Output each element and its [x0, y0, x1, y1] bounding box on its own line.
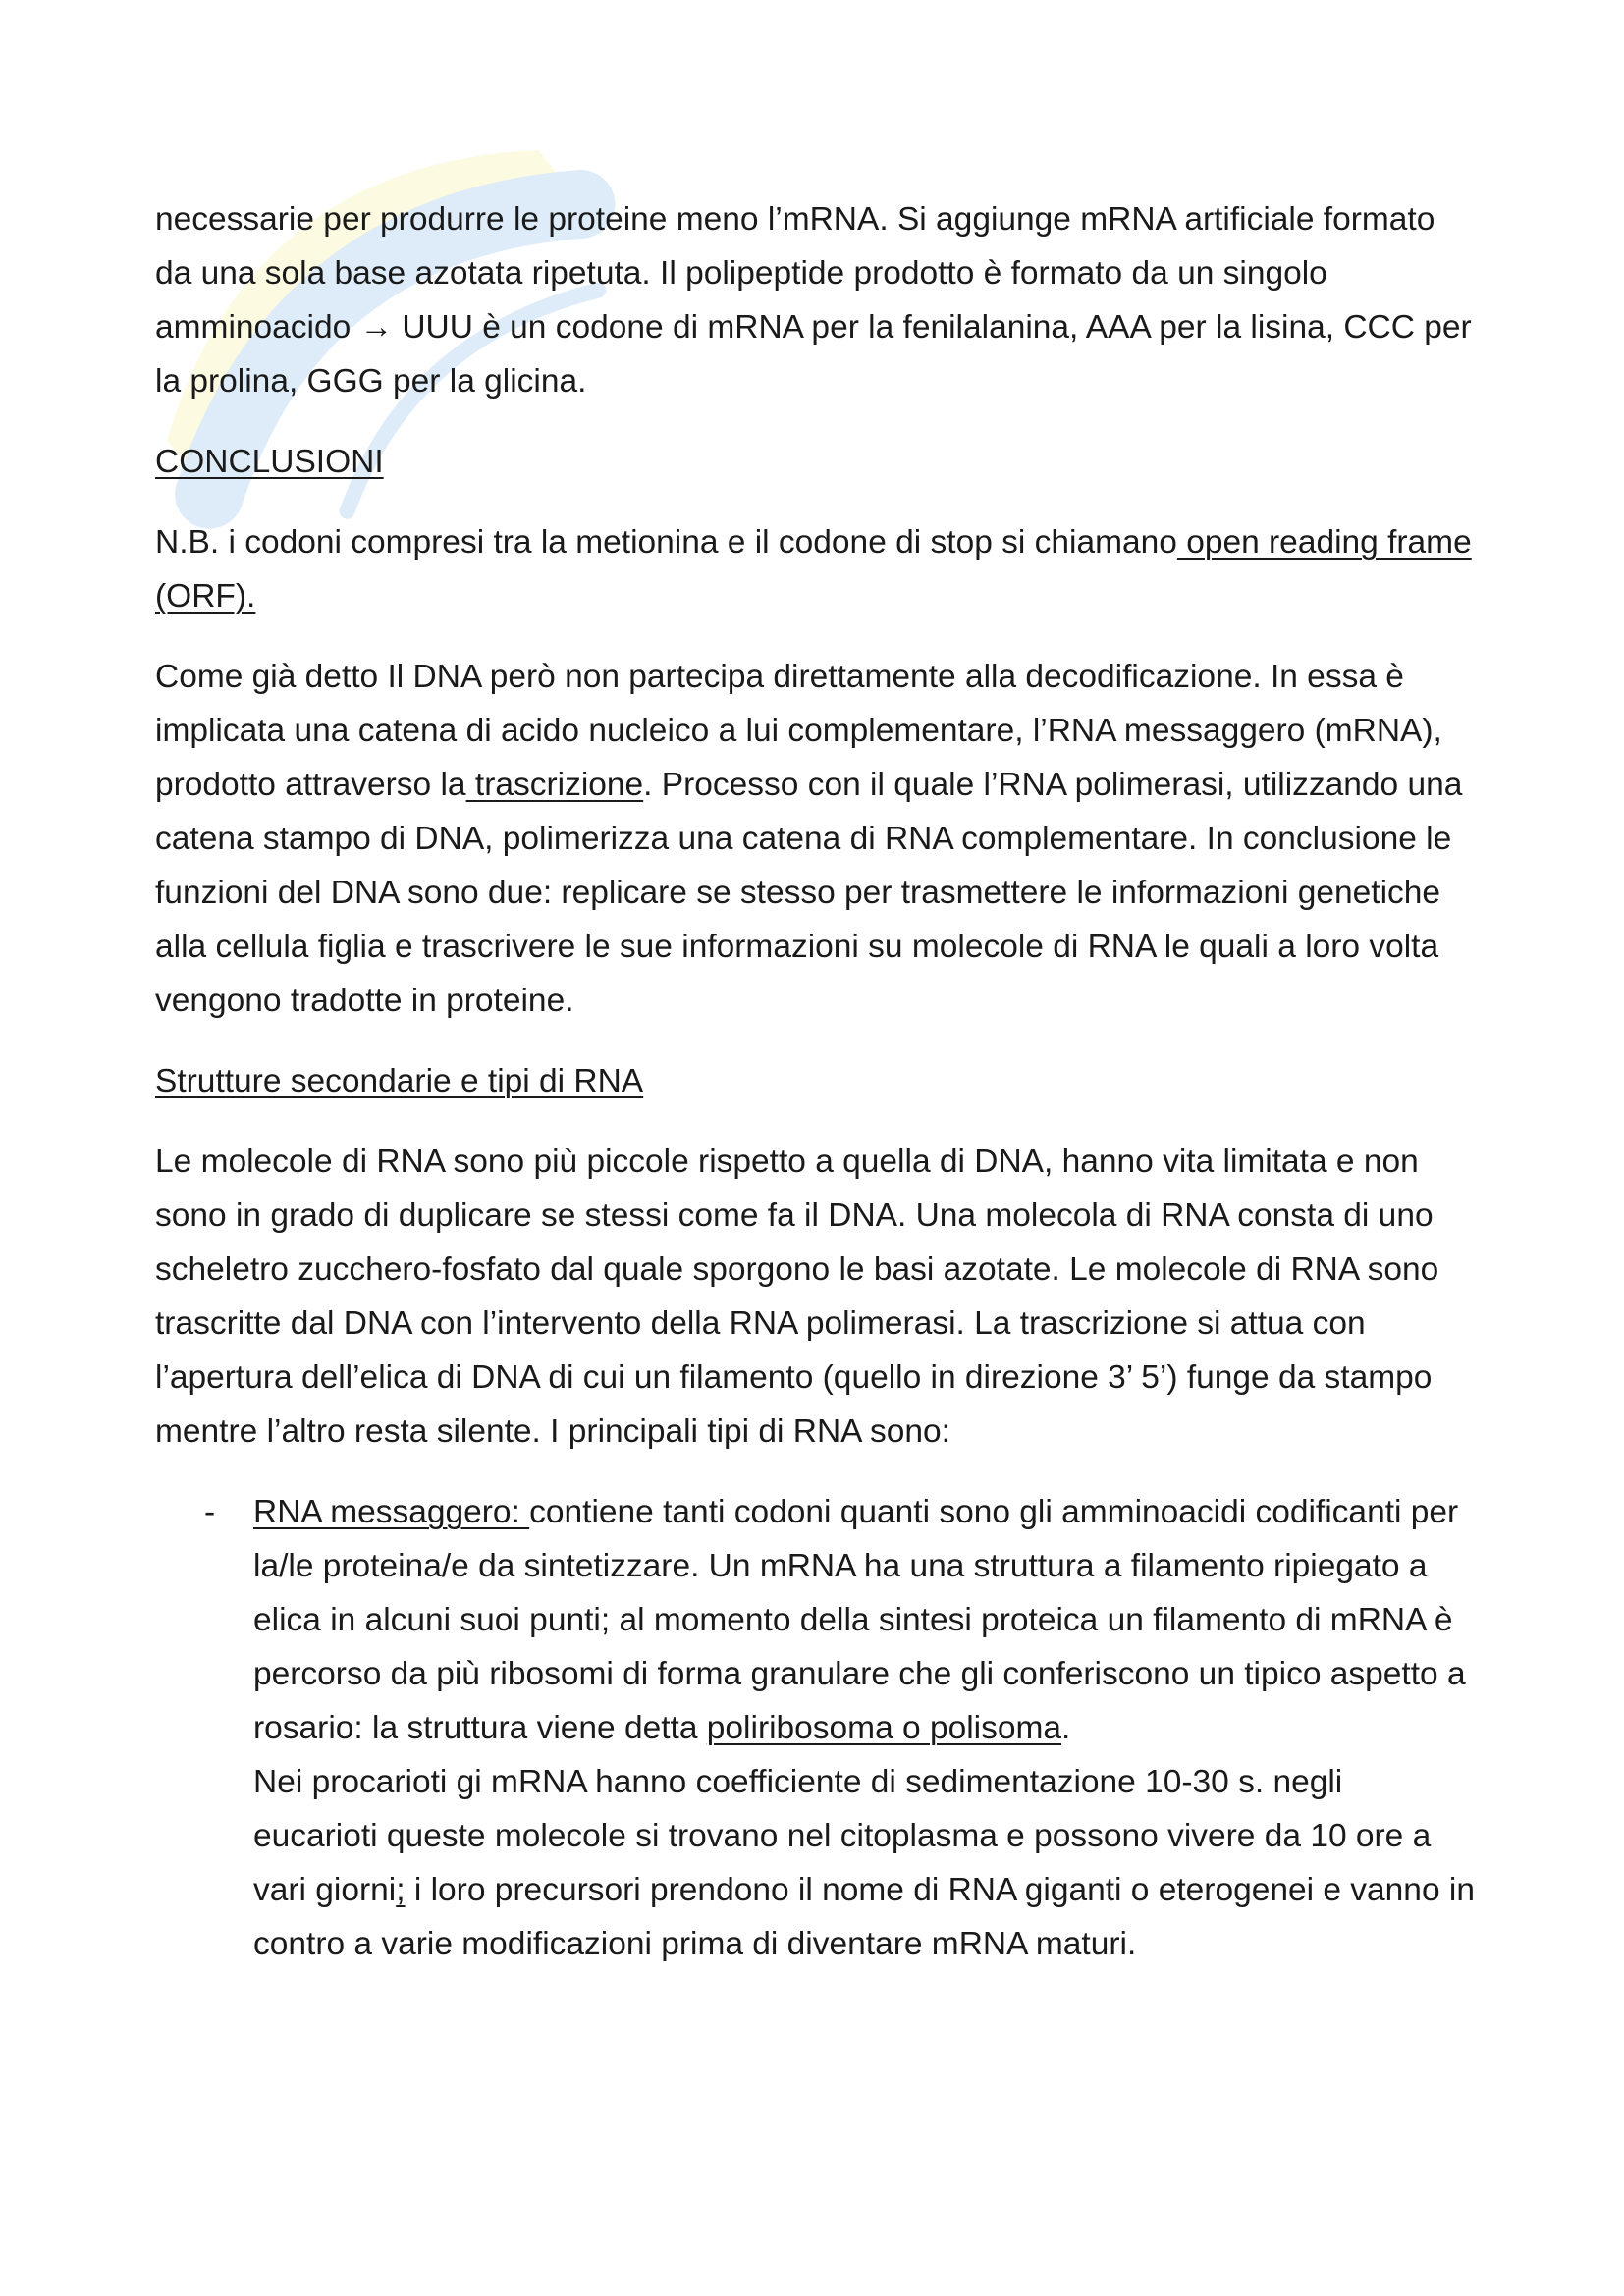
paragraph-nb [155, 515, 1476, 623]
paragraph-text: N.B. i codoni compresi tra la metionina e il codone di stop si chiamano [155, 524, 1177, 561]
underlined-term-rna-messaggero: RNA messaggero: [253, 1494, 530, 1530]
rna-types-list [155, 1485, 1476, 1971]
heading-text: Strutture secondarie e tipi di RNA [155, 1063, 644, 1099]
bullet-dash: - [204, 1494, 216, 1530]
heading-conclusioni [155, 435, 1476, 489]
paragraph-text: UUU è un codone di mRNA per la fenilalanina, AAA per la lisina, CCC per la prolina, GGG per la glicina. [155, 309, 1472, 400]
paragraph-trascrizione [155, 650, 1476, 1028]
heading-strutture [155, 1054, 1476, 1108]
paragraph-intro [155, 192, 1476, 408]
underlined-term-polisoma: poliribosoma o polisoma [706, 1710, 1062, 1746]
paragraph-text: . Processo con il quale l’RNA polimerasi, utilizzando una catena stampo di DNA, polimerizza una catena di RNA complementare. In conclusione le funzioni del DNA sono due: replicare se stesso per trasmettere le informazioni genetiche alla cellula figlia e trascrivere le sue informazioni su molecole di RNA le quali a loro volta vengono tradotte in proteine. [155, 767, 1463, 1019]
paragraph-text: necessarie per produrre le proteine meno l’mRNA. Si aggiunge mRNA artificiale formato da una sola base azotata ripetuta. Il polipeptide prodotto è formato da un singolo amminoacido [155, 201, 1435, 346]
list-item-text: i loro precursori prendono il nome di RNA giganti o eterogenei e vanno in contro a varie modificazioni prima di diventare mRNA maturi. [253, 1872, 1475, 1962]
underlined-semicolon: ; [396, 1872, 406, 1908]
list-item-text: contiene tanti codoni quanti sono gli amminoacidi codificanti per la/le proteina/e da sintetizzare. Un mRNA ha una struttura a filamento ripiegato a elica in alcuni suoi punti; al momento della sintesi proteica un filamento di mRNA è percorso da più ribosomi di forma granulare che gli conferiscono un tipico aspetto a rosario: la struttura viene detta [253, 1494, 1466, 1746]
arrow-icon: → [359, 309, 394, 346]
underlined-term-orf: open reading frame (ORF). [155, 524, 1472, 614]
list-item-text: Nei procarioti gi mRNA hanno coefficiente di sedimentazione 10-30 s. negli eucarioti queste molecole si trovano nel citoplasma e possono vivere da 10 ore a vari giorni [253, 1764, 1432, 1908]
list-item-mrna [155, 1485, 1476, 1971]
document-page [155, 192, 1476, 1971]
list-item-text: . [1061, 1710, 1071, 1746]
underlined-term-trascrizione: trascrizione [465, 767, 644, 803]
paragraph-text: Come già detto Il DNA però non partecipa direttamente alla decodificazione. In essa è implicata una catena di acido nucleico a lui complementare, l’RNA messaggero (mRNA), prodotto attraverso la [155, 659, 1442, 803]
heading-text: CONCLUSIONI [155, 444, 384, 480]
paragraph-rna-molecole: Le molecole di RNA sono più piccole rispetto a quella di DNA, hanno vita limitata e non sono in grado di duplicare se stessi come fa il DNA. Una molecola di RNA consta di uno scheletro zucchero-fosfato dal quale sporgono le basi azotate. Le molecole di RNA sono trascritte dal DNA con l’intervento della RNA polimerasi. La trascrizione si attua con l’apertura dell’elica di DNA di cui un filamento (quello in direzione 3’ 5’) funge da stampo mentre l’altro resta silente. I principali tipi di RNA sono: [155, 1144, 1439, 1450]
